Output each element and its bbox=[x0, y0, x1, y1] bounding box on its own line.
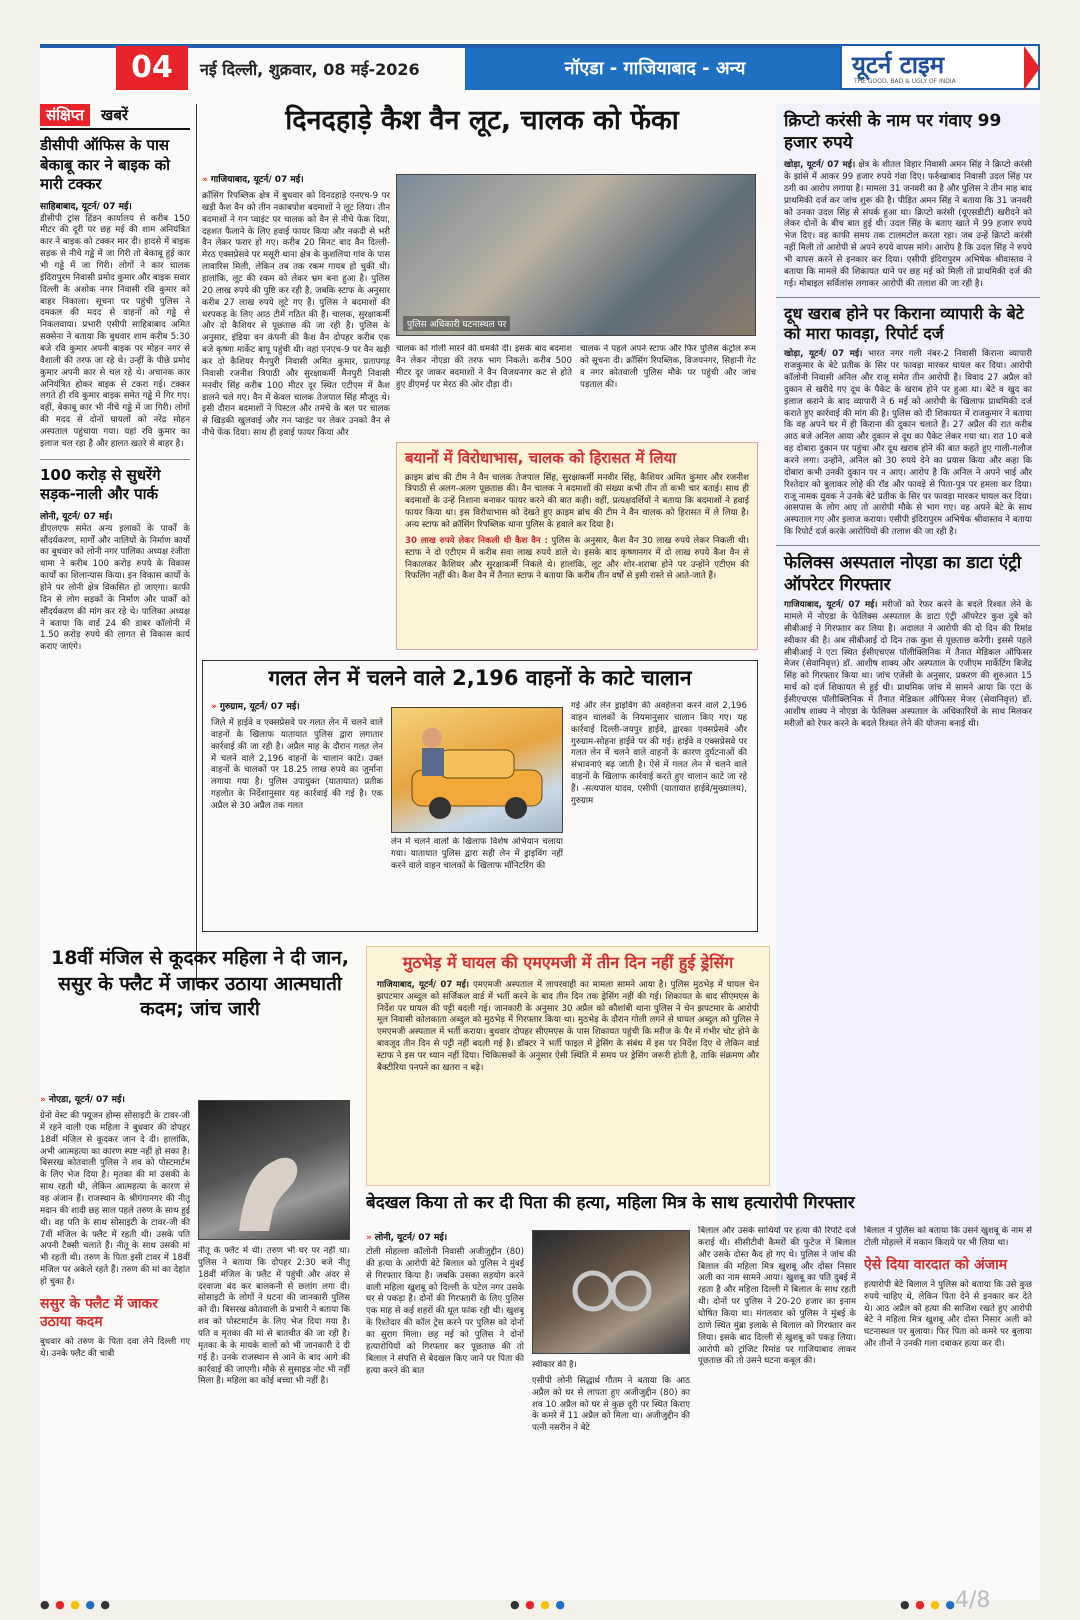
lead-sidebar-red-lead: 30 लाख रुपये लेकर निकली थी कैश वैन : bbox=[405, 535, 548, 546]
lead-body-col3 bbox=[580, 344, 756, 434]
suicide-photo bbox=[198, 1100, 350, 1240]
masthead-logo bbox=[840, 44, 1040, 90]
crypto-text bbox=[784, 160, 1032, 290]
challan-col3 bbox=[571, 701, 747, 927]
murder-col4 bbox=[864, 1226, 1032, 1588]
brief-accident-byline: साहिबाबाद, यूटर्न/ 07 मई। bbox=[40, 201, 132, 212]
crypto-story bbox=[776, 104, 1040, 297]
dressing-byline: गाजियाबाद, यूटर्न/ 07 मई। bbox=[377, 979, 470, 990]
lead-sidebar-box bbox=[396, 442, 758, 650]
newspaper-page bbox=[40, 40, 1040, 1600]
lead-photo bbox=[396, 174, 756, 336]
suicide-byline: » नोएडा, यूटर्न/ 07 मई। bbox=[40, 1095, 125, 1105]
crypto-byline: खोड़ा, यूटर्न/ 07 मई। bbox=[784, 160, 856, 171]
dressing-body: एमएमजी अस्पताल में लापरवाही का मामला सामने आया है। पुलिस मुठभेड़ में घायल चेन झपटमार अब्दुल को सर्जिकल वार्ड में भर्ती करने के बाद तीन दिन तक ड्रेसिंग नहीं की गई। शिकायत के बाद सीएमएस के निर्देश पर घायल की पट्टी बदली गई। जानकारी के अनुसार 30 अप्रैल को कौशांबी थाना पुलिस ने चेन झपटमार के आरोपी मूल निवासी कोलकाता अब्दुल को मुठभेड़ में गिरफ्तार किया था। मुठभेड़ के दौरान गोली लगने से घायल अब्दुल को पुलिस ने एमएमजी अस्पताल में भर्ती कराया। बुधवार दोपहर सीएमएस के पास शिकायत पहुंची कि मरीज के पैर में गंभीर चोट होने के बावजूद तीन दिन से पट्टी नहीं बदली गई है। डॉक्टर ने भर्ती फाइल में ड्रेसिंग के संबंध में इस पर निर्देश दिए थे लेकिन वार्ड स्टाफ ने इस पर ध्यान नहीं दिया। चिकित्सकों के अनुसार ऐसी स्थिति में समय पर ड्रेसिंग जरूरी होती है, ताकि संक्रमण और बैक्टीरिया पनपने का खतरा न बढ़े। bbox=[377, 979, 760, 1073]
logo-tagline: THE GOOD, BAD & UGLY OF INDIA bbox=[854, 78, 956, 85]
murder-text-col4a: बिलाल ने पुलिस को बताया कि उसने खुशबू के नाम से टोली मोहल्ले में मकान किराये पर भी लिया था। bbox=[864, 1226, 1032, 1248]
crypto-headline: क्रिप्टो करंसी के नाम पर गंवाए 99 हजार रुपये bbox=[784, 111, 1002, 154]
challan-story bbox=[202, 660, 758, 932]
lead-body-col2 bbox=[396, 344, 572, 434]
logo-text: यूटर्न टाइम bbox=[852, 50, 945, 79]
page-counter: 4/8 bbox=[955, 1588, 991, 1613]
briefs-label-b: खबरें bbox=[101, 106, 129, 124]
registration-dots-left: ● ● ● ● ● bbox=[40, 1598, 112, 1611]
registration-dots-right: ● ● ● ● bbox=[900, 1598, 956, 1611]
suicide-text-col1b: बुधवार को तरुण के पिता दवा लेने दिल्ली गए थे। उनके फ्लैट की चाबी bbox=[40, 1337, 190, 1360]
suicide-text-col1: ग्रेनो वेस्ट की फ्यूजन होम्स सोसाइटी के टावर-जी में रहने वाली एक महिला ने बुधवार की दोपहर 18वीं मंजिल से कूदकर जान दे दी। हालांकि, अभी आत्महत्या का कारण स्पष्ट नहीं हो सका है। बिसरख कोतवाली पुलिस ने शव को पोस्टमार्टम के लिए भेज दिया है। मृतका की मां उसकी के साथ रहती थी, लेकिन आत्महत्या के कारण से वह अंजान हैं। राजस्थान के श्रीगंगानगर की नीतू मदान की शादी छह साल पहले तरुण के साथ हुई थी। वह पति के साथ सोसाइटी के टावर-जी की 7वीं मंजिल के फ्लैट में रहती थी। उसके पति अपनी टैक्सी चलाते हैं। नीतू के साथ उसकी मां भी रहती थी। तरुण के पिता इसी टावर में 18वीं मंजिल पर अकेले रहते हैं। तरुण की मां का देहांत हो चुका है। bbox=[40, 1111, 190, 1288]
lead-text-col3: चालक ने पहले अपने स्टाफ और फिर पुलिस कंट्रोल रूम को सूचना दी। क्रॉसिंग रिपब्लिक, विजयनगर, सिहानी गेट व नगर कोतवाली पुलिस मौके पर पहुंची और जांच पड़ताल की। bbox=[580, 344, 756, 390]
section-title: नॉएडा - गाजियाबाद - अन्य bbox=[465, 48, 845, 90]
challan-col2 bbox=[391, 837, 563, 927]
milk-body: भारत नगर गली नंबर-2 निवासी किराना व्यापारी राजकुमार के बेटे प्रतीक के सिर पर फावड़ा मारकर घायल कर दिया। आरोपी कॉलोनी निवासी अनिल और राजू समेत तीन आरोपी है। विवाद 27 अप्रैल को दुकान से खरीदे गए दूध के पैकेट के खराब होने पर हुआ था। बेटे व खुद का इलाज कराने के बाद व्यापारी ने 6 मई को आरोपी के खिलाफ प्राथमिकी दर्ज कराते हुए कार्रवाई की मांग की है। पुलिस को दी शिकायत में राजकुमार ने बताया कि वह अपने घर में ही किराना की दुकान चलाते हैं। 27 अप्रैल की रात करीब आठ बजे अनिल आया और दुकान से दूध का पैकेट लेकर गया था। रात 10 बजे वह दोबारा दुकान पर पहुंचा और दूध खराब होने की बात कहते हुए गाली-गलौज करने लगा। उन्होंने, अनिल को 30 रुपये देने का प्रयास किया और कहा कि दोबारा कभी उनकी दुकान पर न आए। आरोप है कि अनिल ने अपने भाई और रिश्तेदार को बुलाकर लोहे की रॉड और फावड़े से पिता-पुत्र पर हमला कर दिया। राजू नामक युवक ने उनके बेटे प्रतीक के सिर पर फावड़ा मारकर घायल कर दिया। आसपास के लोग आए तो आरोपी मौके से भाग गए। वह अपने बेटे के साथ अस्पताल गए और इलाज कराया। एसीपी इंदिरापुरम अभिषेक श्रीवास्तव ने बताया कि रिपोर्ट दर्ज करके आरोपियों की तलाश की जा रही है। bbox=[784, 349, 1033, 538]
lead-text-col2: चालक को गोली मारने की धमकी दी। इसके बाद बदमाश वैन लेकर नोएडा की तरफ भाग निकले। करीब 500 मीटर दूर जाकर बदमाशों ने वैन विजयनगर कट से होते हुए डीएमई पर मेरठ की ओर दौड़ा दी। bbox=[396, 344, 572, 390]
suicide-red-subhead: ससुर के फ्लैट में जाकर उठाया कदम bbox=[40, 1295, 158, 1331]
murder-text-col3: बिलाल और उसके साथियों पर हत्या की रिपोर्ट दर्ज कराई थी। सीसीटीवी कैमरों की फुटेज में बिलाल और उसके दोस्त कैद हो गए थे। पुलिस ने जांच की बिलाल की महिला मित्र खुशबू और दोस्त निसार अली का नाम सामने आया। खुशबू का पति दुबई में रहता है और महिला दिल्ली में बिलाल के साथ रहती थी। दोनों पर पुलिस ने 20-20 हजार का इनाम घोषित किया था। मंगलवार को पुलिस ने मुंबई के ठाणे स्थित मुंब्रा इलाके से बिलाल को गिरफ्तार कर लिया। इसके बाद दिल्ली से खुशबू को पकड़ लिया। आरोपी को ट्रांजिट रिमांड पर गाजियाबाद लाकर पूछताछ की तो उसने घटना कबूल की। bbox=[698, 1226, 856, 1367]
handcuffs-icon bbox=[533, 1231, 689, 1353]
lead-byline: » गाजियाबाद, यूटर्न/ 07 मई। bbox=[202, 175, 304, 185]
logo-arrow-icon bbox=[1024, 46, 1040, 90]
murder-text-col2a: स्वीकार की है। bbox=[532, 1360, 577, 1370]
challan-illustration bbox=[391, 707, 563, 833]
briefs-label bbox=[40, 104, 190, 130]
milk-text bbox=[784, 349, 1032, 539]
felix-body: मरीजों को रेफर करने के बदले रिश्वत लेने के मामले में नोएडा के फेलिक्स अस्पताल के डाटा एंट्री ऑपरेटर कुश दुबे को सीबीआई ने गिरफ्तार कर लिया है। अदालत ने आरोपी की दो दिन की रिमांड स्वीकार की है। अब सीबीआई दो दिन तक कुश से पूछताछ करेगी। इससे पहले सीबीआई ने एटा स्थित ईसीएचएस पॉलीक्लिनिक में तैनात मेडिकल ऑफिसर मेजर (सेवानिवृत्त) डॉ. आशीष शाक्य और अस्पताल के एजीएम मार्केटिंग बिजेंद्र सिंह को गिरफ्तार किया था। जांच एजेंसी के अनुसार, प्रकरण की शुरुआत 15 मार्च को दर्ज शिकायत से हुई थी। प्राथमिक जांच में सामने आया कि एटा के ईसीएचएस पॉलीक्लिनिक में तैनात मेडिकल ऑफिसर मेजर (सेवानिवृत्त) डॉ. आशीष शाक्य ने नोएडा के फेलिक्स अस्पताल के अधिकारियों के साथ मिलकर मरीजों को रेफर करने के बदले रिश्वत लेने की योजना बनाई थी। bbox=[784, 600, 1032, 729]
hand-silhouette-icon bbox=[199, 1101, 349, 1239]
challan-col1 bbox=[211, 695, 383, 927]
brief-development-byline: लोनी, यूटर्न/ 07 मई। bbox=[40, 511, 113, 522]
brief-accident-headline: डीसीपी ऑफिस के पास बेकाबू कार ने बाइक को मारी टक्कर bbox=[40, 136, 171, 193]
crypto-body: क्षेत्र के शीतल विहार निवासी अमन सिंह ने क्रिप्टो करंसी के झांसे में आकर 99 हजार रुपये गंवा दिए। फर्रुखाबाद निवासी उदल सिंह पर ठगी का आरोप लगाया है। मामला 31 जनवरी का है और पुलिस ने तीन माह बाद प्राथमिकी दर्ज कर जांच शुरू की है। पीड़ित अमन सिंह ने बताया कि 31 जनवरी को उनका उदल सिंह से संपर्क हुआ था। क्रिप्टो करंसी (यूएसडीटी) खरीदने को लेकर दोनों के बीच बात हुई थी। उदल सिंह के बताए खाते में 99 हजार रुपये भेज दिए। वह काफी समय तक टालमटोल करता रहा। जब उन्हें क्रिप्टो करंसी नहीं मिली तो आरोपी से अपने रुपये वापस मांगे। आरोप है कि उदल सिंह ने रुपये भी वापस करने से इनकार कर दिया। एसीपी इंदिरापुरम अभिषेक श्रीवास्तव ने बताया कि मामले की शिकायत थाने पर छह मई को मिली तो प्राथमिकी दर्ज की गई। मोबाइल सर्विलांस लगाकर आरोपी की तलाश की जा रही है। bbox=[784, 160, 1033, 289]
murder-col2 bbox=[532, 1360, 690, 1588]
lead-body-col1 bbox=[202, 168, 390, 608]
brief-accident bbox=[40, 136, 190, 451]
dressing-headline: मुठभेड़ में घायल की एमएमजी में तीन दिन नहीं हुई ड्रेसिंग bbox=[402, 953, 734, 972]
page-number: 04 bbox=[116, 46, 188, 90]
suicide-col1 bbox=[40, 1088, 190, 1588]
column-rule bbox=[196, 104, 197, 984]
murder-byline: » लोनी, यूटर्न/ 07 मई। bbox=[366, 1233, 448, 1243]
lead-text-col1: क्रॉसिंग रिपब्लिक क्षेत्र में बुधवार को दिनदहाड़े एनएच-9 पर खड़ी कैश वैन को तीन नकाबपोश बदमाशों ने लूट लिया। तीन बदमाशों ने गन प्वाइंट पर चालक को वैन से नीचे फेंक दिया, दहशत फैलाने के लिए हवाई फायर किया और नकदी से भरी वैन लेकर फरार हो गए। करीब 20 मिनट बाद वैन दिल्ली-मेरठ एक्सप्रेसवे पर मसूरी थाना क्षेत्र के कुशलिया गांव के पास लावारिस मिली, लेकिन तब तक रकम गायब हो चुकी थी। हालांकि, लूट की रकम को लेकर भ्रम बना हुआ है। पुलिस 20 लाख रुपये की पुष्टि कर रही है, जबकि स्टाफ के अनुसार करीब 27 लाख रुपये लूटे गए हैं। पुलिस ने बदमाशों की धरपकड़ के लिए आठ टीमें गठित की हैं। चालक, सुरक्षाकर्मी और दो कैशियर से पूछताछ की जा रही है। पुलिस के अनुसार, इंडिया वन कंपनी की कैश वैन दोपहर करीब एक बजे कृष्णा मार्केट बापू पहुंची थी। वहां एनएच-9 पर वैन खड़ी कर दो कैशियर मैनपुरी निवासी अमित कुमार, प्रतापगढ़ निवासी रजनीश त्रिपाठी और सुरक्षाकर्मी मैनपुरी निवासी मनवीर सिंह करीब 100 मीटर दूर स्थित एटीएम में कैश डालने चले गए। वैन में केवल चालक तेजपाल सिंह मौजूद थे। इसी दौरान बदमाशों ने पिस्टल और तमंचे के बल पर चालक से खिड़की खुलवाई और गन प्वाइंट पर लेकर उनको वैन से नीचे फेंक दिया। साथ ही हवाई फायर किया और bbox=[202, 191, 390, 439]
murder-red-subhead: ऐसे दिया वारदात को अंजाम bbox=[864, 1256, 1008, 1273]
murder-text-col4: हत्यारोपी बेटे बिलाल ने पुलिस को बताया कि उसे कुछ रुपये चाहिए थे, लेकिन पिता देने से इनकार कर देते थे। आठ अप्रैल को हत्या की साजिश रखते हुए आरोपी बेटे ने महिला मित्र खुशबू और दोस्त निसार अली को घटनास्थल पर बुलाया। फिर पिता को कमरे पर बुलाया और तीनों ने उनकी गला दबाकर हत्या कर दी। bbox=[864, 1279, 1032, 1350]
murder-text-col2: एसीपी लोनी सिद्धार्थ गौतम ने बताया कि आठ अप्रैल को घर से लापता हुए अजीजुद्दीन (80) का शव 10 अप्रैल को घर से कुछ दूरी पर स्थित किराए के कमरे में 11 अप्रैल को मिला था। अजीजुद्दीन की पत्नी नसरीन ने बेटे bbox=[532, 1375, 690, 1434]
felix-byline: गाजियाबाद, यूटर्न/ 07 मई। bbox=[784, 600, 878, 611]
felix-headline: फेलिक्स अस्पताल नोएडा का डाटा एंट्री ऑपरेटर गिरफ्तार bbox=[784, 552, 1022, 596]
challan-text-col3: गई और लेन ड्राइविंग की अवहेलना करने वाले 2,196 वाहन चालकों के नियमानुसार चालान किए गए। यह कार्रवाई दिल्ली-जयपुर हाईवे, द्वारका एक्सप्रेसवे और गुरुग्राम-सोहना हाईवे पर की गई। हाईवे व एक्सप्रेसवे पर गलत लेन में चलने वाले वाहनों के कारण दुर्घटनाओं की संभावनाएं बढ़ जाती है। ऐसे में गलत लेन में चलने वाले वाहनों के खिलाफ कार्रवाई करते हुए चालान काटे जा रहे हैं। -सत्यपाल यादव, एसीपी (यातायात हाईवे/मुख्यालय), गुरुग्राम bbox=[571, 701, 747, 806]
dressing-text bbox=[377, 980, 759, 1075]
murder-col3 bbox=[698, 1226, 856, 1588]
challan-text-col1: जिले में हाईवे व एक्सप्रेसवे पर गलत लेन में चलने वाले वाहनों के खिलाफ यातायात पुलिस द्वारा लगातार कार्रवाई की जा रही है। अप्रैल माह के दौरान गलत लेन में चलने वाले 2,196 वाहनों के चालान काटे। उक्त वाहनों के चालकों पर 18.25 लाख रुपये का जुर्माना लगाया गया है। पुलिस उपायुक्त (यातायात) प्रतीक गहलोत के निर्देशानुसार यह कार्रवाई की गई है। एक अप्रैल से 30 अप्रैल तक गलत bbox=[211, 718, 383, 812]
milk-byline: खोड़ा, यूटर्न/ 07 मई। bbox=[784, 349, 863, 360]
brief-development bbox=[40, 459, 190, 654]
brief-accident-body: डीसीपी ट्रांस हिंडन कार्यालय से करीब 150 मीटर की दूरी पर छह मई की शाम अनियंत्रित कार ने बाइक को टक्कर मार दी। हादसे में बाइक सड़क से नीचे गड्ढे में जा गिरी तो बेकाबू हुई कार भी गड्ढे में जा गिरी। लोगों ने कार चालक इंदिरापुरम निवासी प्रमोद कुमार और बाइक सवार दिल्ली के अशोक नगर निवासी रवि कुमार को बाहर निकाला। सूचना पर पहुंची पुलिस ने दमकल की मदद से वाहनों को गड्ढे से निकलवाया। प्रभारी एसीपी साहिबाबाद अमित सक्सेना ने बताया कि बुधवार शाम करीब 5:30 बजे रवि कुमार अपनी बाइक पर मोहन नगर से वैशाली की तरफ जा रहे थे। उन्हीं के पीछे प्रमोद कुमार अपनी कार से चल रहे थे। अचानक कार अनियंत्रित होकर बाइक से टकरा गई। टक्कर लगते ही रवि कुमार बाइक समेत गड्ढे में गिर गए। वहीं, बेकाबू कार भी नीचे गड्ढे में जा गिरी। लोगों की मदद से दोनों घायलों को नरेंद्र मोहन अस्पताल पहुंचाया गया। यहां रवि कुमार का इलाज चल रहा है और हालत खतरे से बाहर है। bbox=[40, 213, 190, 449]
milk-headline: दूध खराब होने पर किराना व्यापारी के बेटे को मारा फावड़ा, रिपोर्ट दर्ज bbox=[784, 303, 1024, 344]
right-column bbox=[776, 104, 1040, 1284]
registration-dots-mid: ● ● ● ● bbox=[510, 1598, 566, 1611]
lead-sidebar-headline: बयानों में विरोधाभास, चालक को हिरासत में लिया bbox=[405, 449, 677, 467]
murder-headline: बेदखल किया तो कर दी पिता की हत्या, महिला मित्र के साथ हत्यारोपी गिरफ्तार bbox=[366, 1193, 855, 1213]
briefs-column bbox=[40, 104, 190, 1024]
page-footer bbox=[40, 1596, 1040, 1610]
challan-text-col2: लेन में चलने वालों के खिलाफ विशेष अभियान चलाया गया। यातायात पुलिस द्वारा सही लेन में ड्राइविंग नहीं करने वाले वाहन चालकों के खिलाफ मॉनिटरिंग की bbox=[391, 837, 563, 871]
lead-sidebar-text2-body: पुलिस के अनुसार, कैश वैन 30 लाख रुपये लेकर निकली थी। स्टाफ ने दो एटीएम में करीब सवा लाख रुपये डाले थे। इसके बाद कृष्णानगर में दो लाख रुपये कैश वैन से निकालकर कैशियर और सुरक्षाकर्मी निकले थे। हालांकि, लूट और शोर-शराबा होने पर उन्होंने एटीएम की रिफलिंग नहीं की। कैश वैन में तैनात स्टाफ ने बताया कि करीब तीन वर्षों से इसी रास्ते से आते-जाते हैं। bbox=[405, 535, 750, 582]
murder-photo bbox=[532, 1230, 690, 1354]
felix-text bbox=[784, 600, 1032, 730]
felix-story bbox=[776, 545, 1040, 737]
challan-headline: गलत लेन में चलने वाले 2,196 वाहनों के काटे चालान bbox=[268, 666, 692, 690]
murder-col1 bbox=[366, 1226, 524, 1588]
challan-byline: » गुरुग्राम, यूटर्न/ 07 मई। bbox=[211, 702, 300, 712]
page-header bbox=[40, 40, 1040, 90]
dressing-story bbox=[366, 946, 770, 1186]
dateline: नई दिल्ली, शुक्रवार, 08 मई-2026 bbox=[200, 60, 420, 79]
suicide-text-col2: नीतू के फ्लैट में थी। तरुण भी घर पर नहीं था। पुलिस ने बताया कि दोपहर 2:30 बजे नीतू 18वीं मंजिल के फ्लैट में पहुंची और अंदर से दरवाजा बंद कर बालकनी से छलांग लगा दी। सोसाइटी के लोगों ने घटना की जानकारी पुलिस को दी। बिसरख कोतवाली के प्रभारी ने बताया कि शव को पोस्टमार्टम के लिए भेज दिया गया है। पति व मृतका की मां से बातचीत की जा रही है। मृतका के के मायके वालों को भी जानकारी दे दी गई है। उनके राजस्थान से आने के बाद आगे की कार्रवाई की जाएगी। मौके से सुसाइड नोट भी नहीं मिला है। महिला का कोई बच्चा भी नहीं है। bbox=[198, 1246, 350, 1387]
lead-headline: दिनदहाड़े कैश वैन लूट, चालक को फेंका bbox=[285, 105, 679, 136]
suicide-col2 bbox=[198, 1246, 350, 1586]
brief-development-headline: 100 करोड़ से सुधरेंगे सड़क-नाली और पार्क bbox=[40, 465, 161, 504]
murder-text-col1: टोली मोहल्ला कॉलोनी निवासी अजीजुद्दीन (80) की हत्या के आरोपी बेटे बिलाल को पुलिस ने मुंबई से गिरफ्तार किया है। जबकि उसका सहयोग करने वाली महिला खुशबू को दिल्ली के पटेल नगर उसके घर से पकड़ा है। दोनों की गिरफ्तारी के लिए पुलिस एक माह से कई शहरों की धूल फांक रही थी। खुशबू के रिश्तेदार की कॉल ट्रेस करने पर पुलिस को दोनों का सुराग मिला। छह मई को पुलिस ने दोनों हत्यारोपियों को गिरफ्तार कर पूछताछ की तो बिलाल ने संपत्ति से बेदखल किए जाने पर पिता की हत्या करने की बात bbox=[366, 1247, 524, 1376]
lead-photo-caption: पुलिस अधिकारी घटनास्थल पर bbox=[403, 316, 510, 331]
brief-development-body: डीएलएफ समेत अन्य इलाकों के पार्कों के सौंदर्यकरण, मार्गों और नालियों के निर्माण कार्यों का बुधवार को लोनी नगर पालिका अध्यक्ष रंजीता धामा ने करीब 100 करोड़ रुपये के विकास कार्यों का शिलान्यास किया। इन विकास कार्यों के होने पर लोनी क्षेत्र विकसित हो जाएगा। काफी दिन से लोग सड़कों के निर्माण और पार्कों को सौंदर्यकरण की मांग कर रहे थे। पालिका अध्यक्ष ने बताया कि वार्ड 24 की डाबर कॉलोनी में 1.50 करोड़ रुपये की लागत से विकास कार्य कराए जाएंगे। bbox=[40, 523, 190, 653]
milk-story bbox=[776, 297, 1040, 545]
suicide-headline: 18वीं मंजिल से कूदकर महिला ने दी जान, ससुर के फ्लैट में जाकर उठाया आत्मघाती कदम; जांच जारी bbox=[51, 947, 349, 1021]
briefs-label-a: संक्षिप्त bbox=[40, 104, 90, 126]
car-illustration-icon bbox=[392, 708, 562, 832]
lead-sidebar-text1: क्राइम ब्रांच की टीम ने वैन चालक तेजपाल सिंह, सुरक्षाकर्मी मनवीर सिंह, कैशियर अमित कुमार और रजनीश त्रिपाठी से अलग-अलग पूछताछ की। वैन चालक ने बदमाशों की संख्या कभी तीन तो कभी चार बताई। साथ ही बदमाशों के उन्हें निशाना बनाकर फायर करने की बात कही। वहीं, प्रत्यक्षदर्शियों ने बताया कि बदमाशों ने हवाई फायर किया था। इस विरोधाभास को देखते हुए क्राइम ब्रांच की टीम ने वैन चालक को हिरासत में ले लिया है। अन्य स्टाफ को क्रॉसिंग रिपब्लिक थाना पुलिस के हवाले कर दिया है। bbox=[405, 472, 749, 530]
lead-sidebar-text2 bbox=[405, 536, 749, 583]
